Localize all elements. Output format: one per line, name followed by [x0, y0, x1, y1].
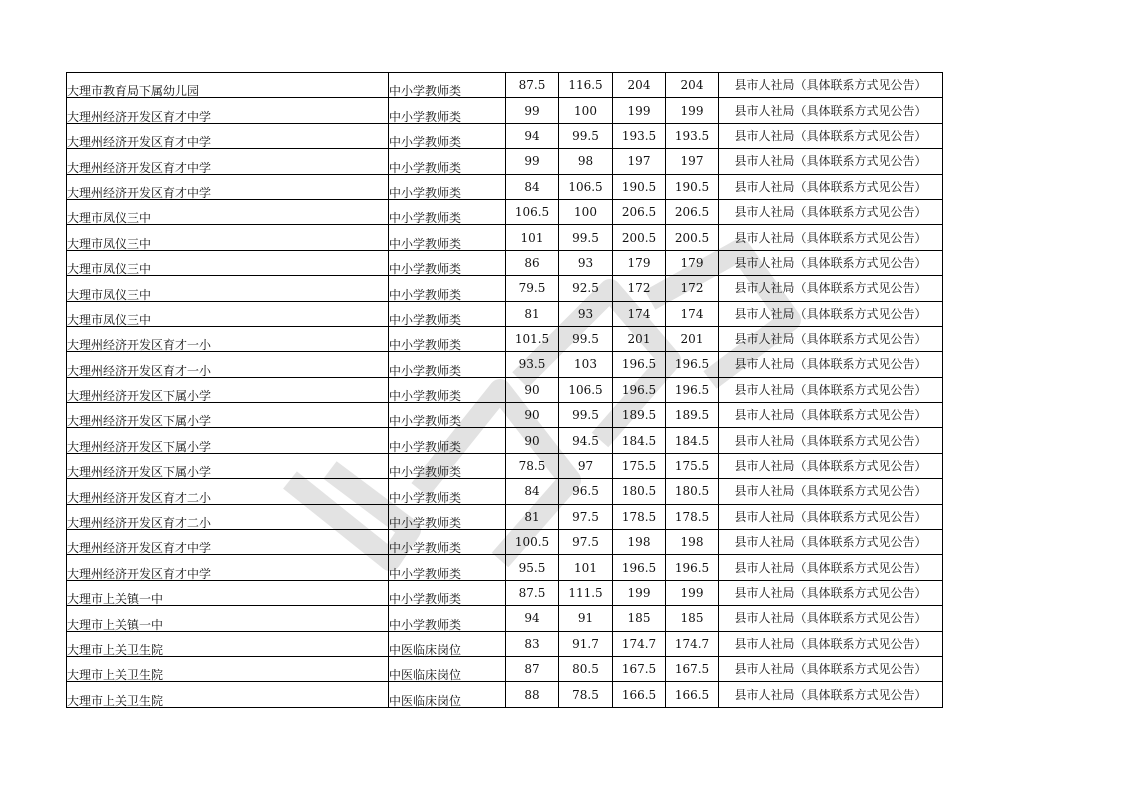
- contact-cell: 县市人社局（具体联系方式见公告）: [719, 606, 943, 631]
- final-score-cell: 201: [666, 326, 719, 351]
- unit-cell: 大理州经济开发区下属小学: [67, 428, 389, 453]
- contact-cell: 县市人社局（具体联系方式见公告）: [719, 403, 943, 428]
- second-score-cell: 92.5: [559, 276, 613, 301]
- total-score-cell: 189.5: [613, 403, 666, 428]
- written-score-cell: 106.5: [506, 199, 559, 224]
- final-score-cell: 180.5: [666, 479, 719, 504]
- unit-cell: 大理州经济开发区下属小学: [67, 377, 389, 402]
- table-row: [67, 656, 943, 681]
- unit-cell: 大理市上关卫生院: [67, 631, 389, 656]
- total-score-cell: 174.7: [613, 631, 666, 656]
- unit-cell: 大理市凤仪三中: [67, 250, 389, 275]
- contact-cell: 县市人社局（具体联系方式见公告）: [719, 73, 943, 98]
- written-score-cell: 95.5: [506, 555, 559, 580]
- final-score-cell: 193.5: [666, 123, 719, 148]
- table-row: [67, 123, 943, 148]
- table-row: [67, 428, 943, 453]
- total-score-cell: 175.5: [613, 453, 666, 478]
- unit-cell: 大理州经济开发区育才一小: [67, 352, 389, 377]
- written-score-cell: 100.5: [506, 530, 559, 555]
- final-score-cell: 196.5: [666, 377, 719, 402]
- table-row: [67, 276, 943, 301]
- post-cell: 中小学教师类: [389, 250, 506, 275]
- written-score-cell: 87: [506, 656, 559, 681]
- final-score-cell: 196.5: [666, 555, 719, 580]
- post-cell: 中小学教师类: [389, 479, 506, 504]
- written-score-cell: 101: [506, 225, 559, 250]
- contact-cell: 县市人社局（具体联系方式见公告）: [719, 682, 943, 707]
- total-score-cell: 196.5: [613, 377, 666, 402]
- written-score-cell: 94: [506, 606, 559, 631]
- post-cell: 中小学教师类: [389, 555, 506, 580]
- contact-cell: 县市人社局（具体联系方式见公告）: [719, 530, 943, 555]
- table-row: [67, 606, 943, 631]
- unit-cell: 大理州经济开发区育才中学: [67, 149, 389, 174]
- table-row: [67, 580, 943, 605]
- unit-cell: 大理州经济开发区下属小学: [67, 403, 389, 428]
- post-cell: 中小学教师类: [389, 276, 506, 301]
- contact-cell: 县市人社局（具体联系方式见公告）: [719, 377, 943, 402]
- final-score-cell: 190.5: [666, 174, 719, 199]
- contact-cell: 县市人社局（具体联系方式见公告）: [719, 149, 943, 174]
- post-cell: 中小学教师类: [389, 199, 506, 224]
- written-score-cell: 81: [506, 301, 559, 326]
- written-score-cell: 81: [506, 504, 559, 529]
- second-score-cell: 106.5: [559, 377, 613, 402]
- written-score-cell: 84: [506, 479, 559, 504]
- total-score-cell: 167.5: [613, 656, 666, 681]
- unit-cell: 大理州经济开发区育才中学: [67, 123, 389, 148]
- table-row: [67, 530, 943, 555]
- second-score-cell: 91: [559, 606, 613, 631]
- written-score-cell: 99: [506, 149, 559, 174]
- contact-cell: 县市人社局（具体联系方式见公告）: [719, 352, 943, 377]
- post-cell: 中小学教师类: [389, 174, 506, 199]
- second-score-cell: 94.5: [559, 428, 613, 453]
- post-cell: 中医临床岗位: [389, 682, 506, 707]
- total-score-cell: 166.5: [613, 682, 666, 707]
- total-score-cell: 206.5: [613, 199, 666, 224]
- final-score-cell: 199: [666, 580, 719, 605]
- table-row: [67, 326, 943, 351]
- total-score-cell: 198: [613, 530, 666, 555]
- second-score-cell: 96.5: [559, 479, 613, 504]
- post-cell: 中医临床岗位: [389, 631, 506, 656]
- written-score-cell: 94: [506, 123, 559, 148]
- second-score-cell: 111.5: [559, 580, 613, 605]
- table-row: [67, 199, 943, 224]
- written-score-cell: 99: [506, 98, 559, 123]
- total-score-cell: 200.5: [613, 225, 666, 250]
- final-score-cell: 172: [666, 276, 719, 301]
- table-row: [67, 504, 943, 529]
- final-score-cell: 197: [666, 149, 719, 174]
- total-score-cell: 179: [613, 250, 666, 275]
- table-row: [67, 301, 943, 326]
- second-score-cell: 106.5: [559, 174, 613, 199]
- contact-cell: 县市人社局（具体联系方式见公告）: [719, 555, 943, 580]
- second-score-cell: 91.7: [559, 631, 613, 656]
- table-row: [67, 250, 943, 275]
- second-score-cell: 99.5: [559, 225, 613, 250]
- table-row: [67, 631, 943, 656]
- final-score-cell: 198: [666, 530, 719, 555]
- second-score-cell: 100: [559, 98, 613, 123]
- post-cell: 中小学教师类: [389, 225, 506, 250]
- contact-cell: 县市人社局（具体联系方式见公告）: [719, 580, 943, 605]
- final-score-cell: 175.5: [666, 453, 719, 478]
- unit-cell: 大理市上关卫生院: [67, 656, 389, 681]
- final-score-cell: 200.5: [666, 225, 719, 250]
- table-row: [67, 377, 943, 402]
- written-score-cell: 87.5: [506, 580, 559, 605]
- unit-cell: 大理市凤仪三中: [67, 276, 389, 301]
- unit-cell: 大理州经济开发区育才中学: [67, 98, 389, 123]
- total-score-cell: 185: [613, 606, 666, 631]
- final-score-cell: 189.5: [666, 403, 719, 428]
- final-score-cell: 166.5: [666, 682, 719, 707]
- written-score-cell: 90: [506, 403, 559, 428]
- total-score-cell: 201: [613, 326, 666, 351]
- contact-cell: 县市人社局（具体联系方式见公告）: [719, 174, 943, 199]
- written-score-cell: 84: [506, 174, 559, 199]
- post-cell: 中小学教师类: [389, 580, 506, 605]
- total-score-cell: 199: [613, 98, 666, 123]
- total-score-cell: 180.5: [613, 479, 666, 504]
- contact-cell: 县市人社局（具体联系方式见公告）: [719, 479, 943, 504]
- contact-cell: 县市人社局（具体联系方式见公告）: [719, 225, 943, 250]
- unit-cell: 大理市上关卫生院: [67, 682, 389, 707]
- results-table-body: [67, 73, 943, 708]
- table-row: [67, 555, 943, 580]
- written-score-cell: 79.5: [506, 276, 559, 301]
- second-score-cell: 80.5: [559, 656, 613, 681]
- unit-cell: 大理州经济开发区育才中学: [67, 174, 389, 199]
- total-score-cell: 178.5: [613, 504, 666, 529]
- post-cell: 中小学教师类: [389, 98, 506, 123]
- table-row: [67, 149, 943, 174]
- total-score-cell: 199: [613, 580, 666, 605]
- contact-cell: 县市人社局（具体联系方式见公告）: [719, 504, 943, 529]
- total-score-cell: 184.5: [613, 428, 666, 453]
- total-score-cell: 172: [613, 276, 666, 301]
- final-score-cell: 174.7: [666, 631, 719, 656]
- unit-cell: 大理市凤仪三中: [67, 225, 389, 250]
- table-row: [67, 403, 943, 428]
- contact-cell: 县市人社局（具体联系方式见公告）: [719, 428, 943, 453]
- contact-cell: 县市人社局（具体联系方式见公告）: [719, 301, 943, 326]
- table-row: [67, 479, 943, 504]
- post-cell: 中小学教师类: [389, 149, 506, 174]
- total-score-cell: 197: [613, 149, 666, 174]
- total-score-cell: 174: [613, 301, 666, 326]
- post-cell: 中小学教师类: [389, 428, 506, 453]
- final-score-cell: 204: [666, 73, 719, 98]
- final-score-cell: 179: [666, 250, 719, 275]
- total-score-cell: 190.5: [613, 174, 666, 199]
- contact-cell: 县市人社局（具体联系方式见公告）: [719, 631, 943, 656]
- unit-cell: 大理州经济开发区育才中学: [67, 555, 389, 580]
- final-score-cell: 167.5: [666, 656, 719, 681]
- second-score-cell: 116.5: [559, 73, 613, 98]
- second-score-cell: 98: [559, 149, 613, 174]
- total-score-cell: 204: [613, 73, 666, 98]
- final-score-cell: 184.5: [666, 428, 719, 453]
- post-cell: 中小学教师类: [389, 73, 506, 98]
- post-cell: 中小学教师类: [389, 504, 506, 529]
- second-score-cell: 99.5: [559, 403, 613, 428]
- unit-cell: 大理州经济开发区育才二小: [67, 504, 389, 529]
- contact-cell: 县市人社局（具体联系方式见公告）: [719, 276, 943, 301]
- written-score-cell: 87.5: [506, 73, 559, 98]
- second-score-cell: 93: [559, 250, 613, 275]
- second-score-cell: 100: [559, 199, 613, 224]
- table-row: [67, 225, 943, 250]
- unit-cell: 大理市凤仪三中: [67, 301, 389, 326]
- total-score-cell: 196.5: [613, 352, 666, 377]
- contact-cell: 县市人社局（具体联系方式见公告）: [719, 123, 943, 148]
- final-score-cell: 174: [666, 301, 719, 326]
- unit-cell: 大理州经济开发区育才一小: [67, 326, 389, 351]
- contact-cell: 县市人社局（具体联系方式见公告）: [719, 199, 943, 224]
- unit-cell: 大理市教育局下属幼儿园: [67, 73, 389, 98]
- unit-cell: 大理州经济开发区下属小学: [67, 453, 389, 478]
- second-score-cell: 99.5: [559, 326, 613, 351]
- post-cell: 中小学教师类: [389, 403, 506, 428]
- unit-cell: 大理州经济开发区育才二小: [67, 479, 389, 504]
- contact-cell: 县市人社局（具体联系方式见公告）: [719, 250, 943, 275]
- contact-cell: 县市人社局（具体联系方式见公告）: [719, 656, 943, 681]
- post-cell: 中小学教师类: [389, 352, 506, 377]
- post-cell: 中小学教师类: [389, 453, 506, 478]
- post-cell: 中医临床岗位: [389, 656, 506, 681]
- second-score-cell: 101: [559, 555, 613, 580]
- unit-cell: 大理州经济开发区育才中学: [67, 530, 389, 555]
- written-score-cell: 90: [506, 377, 559, 402]
- total-score-cell: 193.5: [613, 123, 666, 148]
- second-score-cell: 103: [559, 352, 613, 377]
- table-row: [67, 453, 943, 478]
- written-score-cell: 78.5: [506, 453, 559, 478]
- post-cell: 中小学教师类: [389, 530, 506, 555]
- post-cell: 中小学教师类: [389, 326, 506, 351]
- second-score-cell: 97.5: [559, 530, 613, 555]
- table-row: [67, 98, 943, 123]
- final-score-cell: 185: [666, 606, 719, 631]
- table-row: [67, 73, 943, 98]
- post-cell: 中小学教师类: [389, 606, 506, 631]
- total-score-cell: 196.5: [613, 555, 666, 580]
- second-score-cell: 93: [559, 301, 613, 326]
- contact-cell: 县市人社局（具体联系方式见公告）: [719, 98, 943, 123]
- written-score-cell: 86: [506, 250, 559, 275]
- second-score-cell: 78.5: [559, 682, 613, 707]
- post-cell: 中小学教师类: [389, 377, 506, 402]
- written-score-cell: 90: [506, 428, 559, 453]
- written-score-cell: 88: [506, 682, 559, 707]
- second-score-cell: 99.5: [559, 123, 613, 148]
- final-score-cell: 178.5: [666, 504, 719, 529]
- table-row: [67, 682, 943, 707]
- table-row: [67, 352, 943, 377]
- final-score-cell: 206.5: [666, 199, 719, 224]
- second-score-cell: 97.5: [559, 504, 613, 529]
- unit-cell: 大理市上关镇一中: [67, 606, 389, 631]
- written-score-cell: 93.5: [506, 352, 559, 377]
- contact-cell: 县市人社局（具体联系方式见公告）: [719, 453, 943, 478]
- results-table: [66, 72, 943, 708]
- final-score-cell: 199: [666, 98, 719, 123]
- post-cell: 中小学教师类: [389, 123, 506, 148]
- written-score-cell: 83: [506, 631, 559, 656]
- table-row: [67, 174, 943, 199]
- unit-cell: 大理市上关镇一中: [67, 580, 389, 605]
- final-score-cell: 196.5: [666, 352, 719, 377]
- second-score-cell: 97: [559, 453, 613, 478]
- unit-cell: 大理市凤仪三中: [67, 199, 389, 224]
- written-score-cell: 101.5: [506, 326, 559, 351]
- contact-cell: 县市人社局（具体联系方式见公告）: [719, 326, 943, 351]
- post-cell: 中小学教师类: [389, 301, 506, 326]
